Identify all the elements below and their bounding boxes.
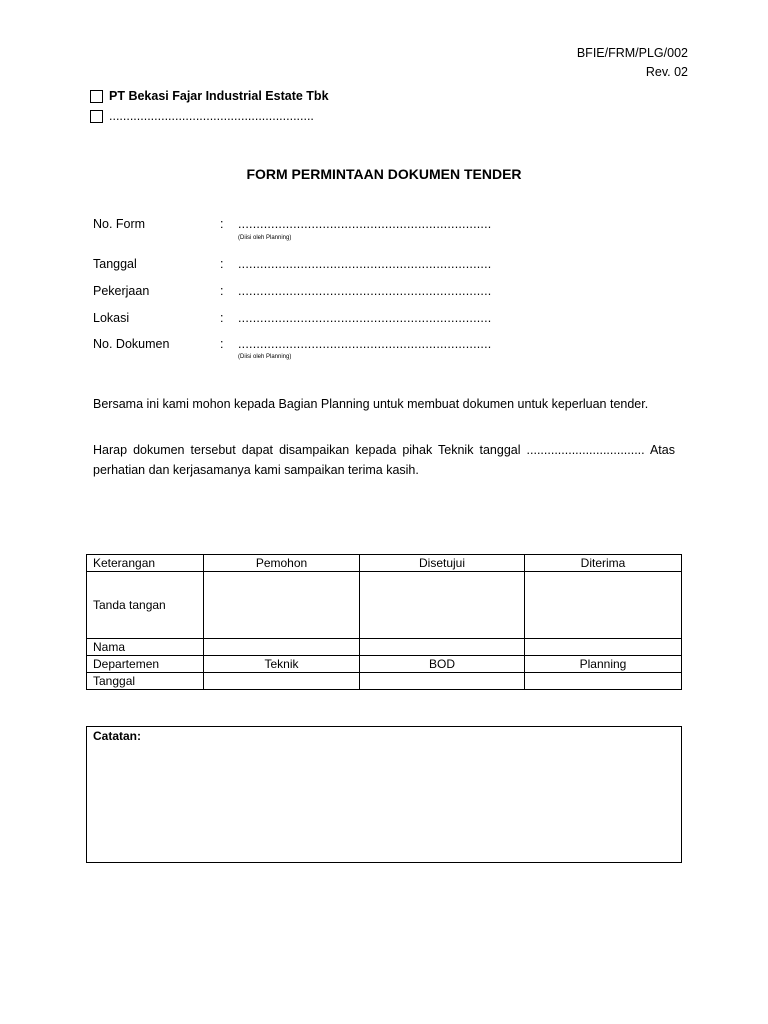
table-cell-label: Departemen (87, 656, 204, 673)
request-paragraph: Bersama ini kami mohon kepada Bagian Planning untuk membuat dokumen untuk keperluan tender. (93, 397, 649, 411)
field-label-pekerjaan: Pekerjaan (93, 284, 150, 298)
document-code: BFIE/FRM/PLG/002 (576, 46, 688, 60)
table-cell: BOD (360, 656, 525, 673)
table-cell: Planning (525, 656, 682, 673)
field-note-no-form: (Diisi oleh Planning) (238, 235, 292, 241)
table-cell: Teknik (204, 656, 360, 673)
table-cell[interactable] (204, 639, 360, 656)
field-input-no-form[interactable]: ..................................................................... (238, 217, 492, 231)
company-checkbox[interactable] (90, 90, 103, 103)
table-cell[interactable] (204, 673, 360, 690)
field-input-pekerjaan[interactable]: ..................................................................... (238, 284, 492, 298)
field-label-tanggal: Tanggal (93, 257, 137, 271)
table-header-row (87, 555, 682, 572)
field-label-lokasi: Lokasi (93, 311, 130, 325)
table-cell-label: Nama (87, 639, 204, 656)
company-option-blank: ........................................................... (109, 109, 314, 123)
table-cell[interactable] (525, 639, 682, 656)
table-row (87, 572, 682, 639)
signature-cell[interactable] (360, 572, 525, 639)
field-colon: : (220, 311, 224, 325)
notes-box[interactable] (86, 726, 682, 863)
field-colon: : (220, 337, 224, 351)
field-colon: : (220, 217, 224, 231)
table-row (87, 673, 682, 690)
table-cell-label: Tanggal (87, 673, 204, 690)
revision-label: Rev. 02 (645, 65, 688, 79)
company-option-other[interactable] (90, 109, 314, 123)
field-input-tanggal[interactable]: ..................................................................... (238, 257, 492, 271)
table-header: Keterangan (87, 555, 204, 572)
field-input-lokasi[interactable]: ..................................................................... (238, 311, 492, 325)
table-cell-label: Tanda tangan (87, 572, 204, 639)
field-label-no-dokumen: No. Dokumen (93, 337, 170, 351)
table-cell[interactable] (525, 673, 682, 690)
company-option-label: PT Bekasi Fajar Industrial Estate Tbk (109, 89, 329, 103)
field-label-no-form: No. Form (93, 217, 146, 231)
signature-cell[interactable] (525, 572, 682, 639)
document-code-block (577, 44, 688, 82)
table-header: Pemohon (204, 555, 360, 572)
company-option-bfie[interactable] (90, 89, 329, 103)
field-note-no-dokumen: (Diisi oleh Planning) (238, 354, 292, 360)
table-header: Disetujui (360, 555, 525, 572)
notes-label: Catatan: (93, 729, 142, 743)
table-cell[interactable] (360, 639, 525, 656)
form-title: FORM PERMINTAAN DOKUMEN TENDER (246, 166, 522, 182)
field-colon: : (220, 257, 224, 271)
closing-paragraph: Harap dokumen tersebut dapat disampaikan kepada pihak Teknik tanggal .................................. Atas perhatian dan kerjasamanya kami sampaikan terima kasih. (93, 443, 675, 477)
signature-table (86, 554, 682, 690)
table-row (87, 639, 682, 656)
signature-cell[interactable] (204, 572, 360, 639)
field-input-no-dokumen[interactable]: ..................................................................... (238, 337, 492, 351)
company-checkbox[interactable] (90, 110, 103, 123)
table-header: Diterima (525, 555, 682, 572)
field-colon: : (220, 284, 224, 298)
table-row (87, 656, 682, 673)
table-cell[interactable] (360, 673, 525, 690)
